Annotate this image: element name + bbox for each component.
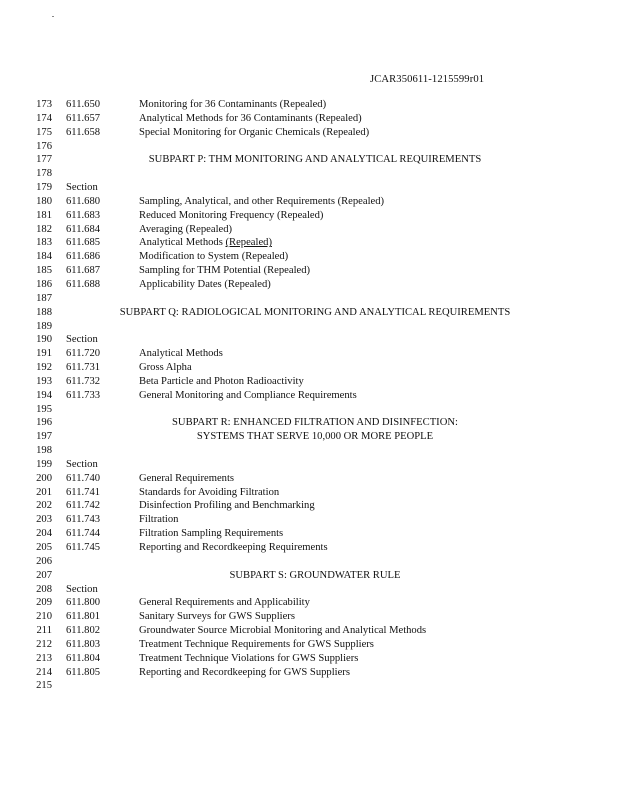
line-number: 196 bbox=[36, 417, 52, 429]
document-line bbox=[0, 126, 619, 140]
section-number: 611.744 bbox=[66, 528, 101, 540]
subpart-heading: SUBPART Q: RADIOLOGICAL MONITORING AND ANALYTICAL REQUIREMENTS bbox=[119, 306, 511, 318]
document-line bbox=[0, 320, 619, 334]
line-number: 204 bbox=[36, 528, 52, 540]
document-line bbox=[0, 306, 619, 320]
section-title-text: General Monitoring and Compliance Requirements bbox=[139, 389, 357, 401]
section-label: Section bbox=[66, 458, 98, 470]
section-title bbox=[139, 666, 350, 680]
section-number: 611.685 bbox=[66, 237, 101, 249]
section-number: 611.803 bbox=[66, 638, 101, 650]
document-line bbox=[0, 472, 619, 486]
section-title bbox=[139, 389, 357, 403]
section-title bbox=[139, 472, 234, 486]
section-title-text: Groundwater Source Microbial Monitoring and Analytical Methods bbox=[139, 625, 427, 637]
document-line bbox=[0, 596, 619, 610]
line-number: 183 bbox=[36, 237, 52, 249]
line-number: 198 bbox=[36, 445, 52, 457]
section-title-text: General Requirements bbox=[139, 472, 235, 484]
section-title bbox=[139, 98, 326, 112]
document-line bbox=[0, 181, 619, 195]
line-number: 181 bbox=[36, 209, 52, 221]
document-line bbox=[0, 527, 619, 541]
document-line bbox=[0, 486, 619, 500]
section-number: 611.684 bbox=[66, 223, 101, 235]
document-line bbox=[0, 264, 619, 278]
document-line bbox=[0, 444, 619, 458]
section-title-text: Standards for Avoiding Filtration bbox=[139, 486, 280, 498]
section-title bbox=[139, 624, 426, 638]
section-title-text: Averaging (Repealed) bbox=[139, 223, 233, 235]
document-line bbox=[0, 98, 619, 112]
document-line bbox=[0, 638, 619, 652]
section-title bbox=[139, 264, 310, 278]
document-line bbox=[0, 375, 619, 389]
section-label: Section bbox=[66, 583, 98, 595]
section-title-text: Analytical Methods bbox=[139, 237, 226, 249]
scan-mark bbox=[52, 16, 54, 17]
line-number: 212 bbox=[36, 638, 52, 650]
section-number: 611.658 bbox=[66, 126, 101, 138]
line-number: 215 bbox=[36, 680, 52, 692]
document-line bbox=[0, 292, 619, 306]
document-code: JCAR350611-1215599r01 bbox=[370, 74, 485, 85]
document-line bbox=[0, 513, 619, 527]
line-number: 209 bbox=[36, 597, 52, 609]
section-number: 611.804 bbox=[66, 652, 101, 664]
line-number: 179 bbox=[36, 182, 52, 194]
document-line bbox=[0, 430, 619, 444]
section-title-text: Analytical Methods bbox=[139, 348, 223, 360]
document-line bbox=[0, 583, 619, 597]
section-title bbox=[139, 527, 283, 541]
section-title bbox=[139, 236, 272, 250]
line-number: 203 bbox=[36, 514, 52, 526]
section-number: 611.687 bbox=[66, 265, 101, 277]
section-number: 611.683 bbox=[66, 209, 101, 221]
section-title bbox=[139, 223, 232, 237]
section-number: 611.680 bbox=[66, 195, 101, 207]
section-title-text: Treatment Technique Violations for GWS Suppliers bbox=[139, 652, 359, 664]
section-title-text: Reporting and Recordkeeping for GWS Suppliers bbox=[139, 666, 350, 678]
section-title-text: Sampling for THM Potential (Repealed) bbox=[139, 265, 311, 277]
section-title-text: Sampling, Analytical, and other Requirements (Repealed) bbox=[139, 195, 385, 207]
section-title bbox=[139, 499, 315, 513]
line-number: 206 bbox=[36, 555, 52, 567]
line-number: 202 bbox=[36, 500, 52, 512]
section-title-text: Filtration Sampling Requirements bbox=[139, 528, 284, 540]
document-line bbox=[0, 458, 619, 472]
section-title bbox=[139, 541, 328, 555]
section-title-text: Reduced Monitoring Frequency (Repealed) bbox=[139, 209, 324, 221]
section-title bbox=[139, 250, 288, 264]
section-title-text: Monitoring for 36 Contaminants (Repealed) bbox=[139, 99, 327, 110]
line-number: 191 bbox=[36, 348, 52, 360]
section-number: 611.731 bbox=[66, 362, 101, 374]
section-number: 611.805 bbox=[66, 666, 101, 678]
section-title bbox=[139, 638, 374, 652]
section-number: 611.741 bbox=[66, 486, 101, 498]
line-number: 174 bbox=[36, 112, 52, 124]
document-line bbox=[0, 236, 619, 250]
document-line bbox=[0, 140, 619, 154]
section-number: 611.688 bbox=[66, 278, 101, 290]
line-number: 188 bbox=[36, 306, 52, 318]
line-number: 176 bbox=[36, 140, 52, 152]
section-number: 611.733 bbox=[66, 389, 101, 401]
section-title-text: Filtration bbox=[139, 514, 179, 526]
line-number: 189 bbox=[36, 320, 52, 332]
line-number: 190 bbox=[36, 334, 52, 346]
line-number: 187 bbox=[36, 292, 52, 304]
section-number: 611.720 bbox=[66, 348, 101, 360]
document-line bbox=[0, 347, 619, 361]
line-number: 184 bbox=[36, 251, 52, 263]
section-title bbox=[139, 209, 323, 223]
line-number: 186 bbox=[36, 278, 52, 290]
section-number: 611.745 bbox=[66, 542, 101, 553]
subpart-heading: SYSTEMS THAT SERVE 10,000 OR MORE PEOPLE bbox=[196, 431, 434, 443]
section-number: 611.800 bbox=[66, 597, 101, 609]
line-number: 180 bbox=[36, 195, 52, 207]
line-number: 214 bbox=[36, 666, 52, 678]
section-title-text: General Requirements and Applicability bbox=[139, 597, 310, 609]
section-title bbox=[139, 486, 279, 500]
section-number: 611.743 bbox=[66, 514, 101, 526]
section-title-text: Gross Alpha bbox=[139, 362, 192, 374]
section-title-text: Analytical Methods for 36 Contaminants (Repealed) bbox=[139, 112, 362, 124]
document-line bbox=[0, 250, 619, 264]
line-number: 185 bbox=[36, 265, 52, 277]
section-number: 611.802 bbox=[66, 625, 101, 637]
section-title-text: Sanitary Surveys for GWS Suppliers bbox=[139, 611, 295, 623]
line-number: 192 bbox=[36, 362, 52, 374]
subpart-heading: SUBPART S: GROUNDWATER RULE bbox=[229, 569, 401, 581]
document-line bbox=[0, 555, 619, 569]
line-number: 177 bbox=[36, 154, 52, 166]
line-list bbox=[0, 98, 619, 693]
line-number: 200 bbox=[36, 472, 52, 484]
section-title-text: Modification to System (Repealed) bbox=[139, 251, 289, 263]
section-number: 611.742 bbox=[66, 500, 101, 512]
line-number: 197 bbox=[36, 431, 52, 443]
line-number: 199 bbox=[36, 458, 52, 470]
section-label: Section bbox=[66, 334, 98, 346]
document-line bbox=[0, 666, 619, 680]
section-title bbox=[139, 278, 271, 292]
document-line bbox=[0, 195, 619, 209]
line-number: 194 bbox=[36, 389, 52, 401]
subpart-heading: SUBPART P: THM MONITORING AND ANALYTICAL REQUIREMENTS bbox=[148, 154, 482, 166]
section-title-text: Beta Particle and Photon Radioactivity bbox=[139, 375, 304, 387]
document-line bbox=[0, 610, 619, 624]
subpart-heading: SUBPART R: ENHANCED FILTRATION AND DISINFECTION: bbox=[172, 417, 458, 429]
section-label: Section bbox=[66, 182, 98, 194]
section-title-text: Applicability Dates (Repealed) bbox=[139, 278, 271, 290]
section-number: 611.732 bbox=[66, 375, 101, 387]
document-line bbox=[0, 223, 619, 237]
line-number: 205 bbox=[36, 542, 52, 553]
document-line bbox=[0, 278, 619, 292]
section-title bbox=[139, 126, 369, 140]
section-number: 611.650 bbox=[66, 99, 101, 110]
section-title bbox=[139, 347, 223, 361]
section-title-text: Reporting and Recordkeeping Requirements bbox=[139, 542, 328, 553]
line-number: 175 bbox=[36, 126, 52, 138]
document-line bbox=[0, 569, 619, 583]
section-number: 611.740 bbox=[66, 472, 101, 484]
line-number: 182 bbox=[36, 223, 52, 235]
document-line bbox=[0, 167, 619, 181]
line-number: 210 bbox=[36, 611, 52, 623]
line-number: 178 bbox=[36, 168, 52, 180]
document-line bbox=[0, 541, 619, 555]
section-title bbox=[139, 513, 178, 527]
document-line bbox=[0, 624, 619, 638]
document-line bbox=[0, 333, 619, 347]
line-number: 173 bbox=[36, 99, 52, 110]
line-number: 207 bbox=[36, 569, 52, 581]
section-title bbox=[139, 652, 358, 666]
document-line bbox=[0, 499, 619, 513]
section-title bbox=[139, 112, 362, 126]
section-title bbox=[139, 375, 304, 389]
section-number: 611.657 bbox=[66, 112, 101, 124]
line-number: 201 bbox=[36, 486, 52, 498]
section-number: 611.801 bbox=[66, 611, 101, 623]
document-line bbox=[0, 652, 619, 666]
document-line bbox=[0, 403, 619, 417]
section-title bbox=[139, 195, 384, 209]
document-line bbox=[0, 389, 619, 403]
document-line bbox=[0, 112, 619, 126]
document-line bbox=[0, 361, 619, 375]
section-title-text: Special Monitoring for Organic Chemicals (Repealed) bbox=[139, 126, 370, 138]
section-title-text: Treatment Technique Requirements for GWS Suppliers bbox=[139, 638, 374, 650]
section-title-text: Disinfection Profiling and Benchmarking bbox=[139, 500, 315, 512]
line-number: 213 bbox=[36, 652, 52, 664]
line-number: 208 bbox=[36, 583, 52, 595]
section-title bbox=[139, 610, 295, 624]
document-line bbox=[0, 153, 619, 167]
line-number: 193 bbox=[36, 375, 52, 387]
section-number: 611.686 bbox=[66, 251, 101, 263]
line-number: 211 bbox=[36, 625, 52, 637]
repealed-underlined-text: (Repealed) bbox=[225, 237, 272, 249]
line-number: 195 bbox=[36, 403, 52, 415]
document-line bbox=[0, 209, 619, 223]
document-line bbox=[0, 416, 619, 430]
document-line bbox=[0, 679, 619, 693]
section-title bbox=[139, 361, 192, 375]
section-title bbox=[139, 596, 310, 610]
